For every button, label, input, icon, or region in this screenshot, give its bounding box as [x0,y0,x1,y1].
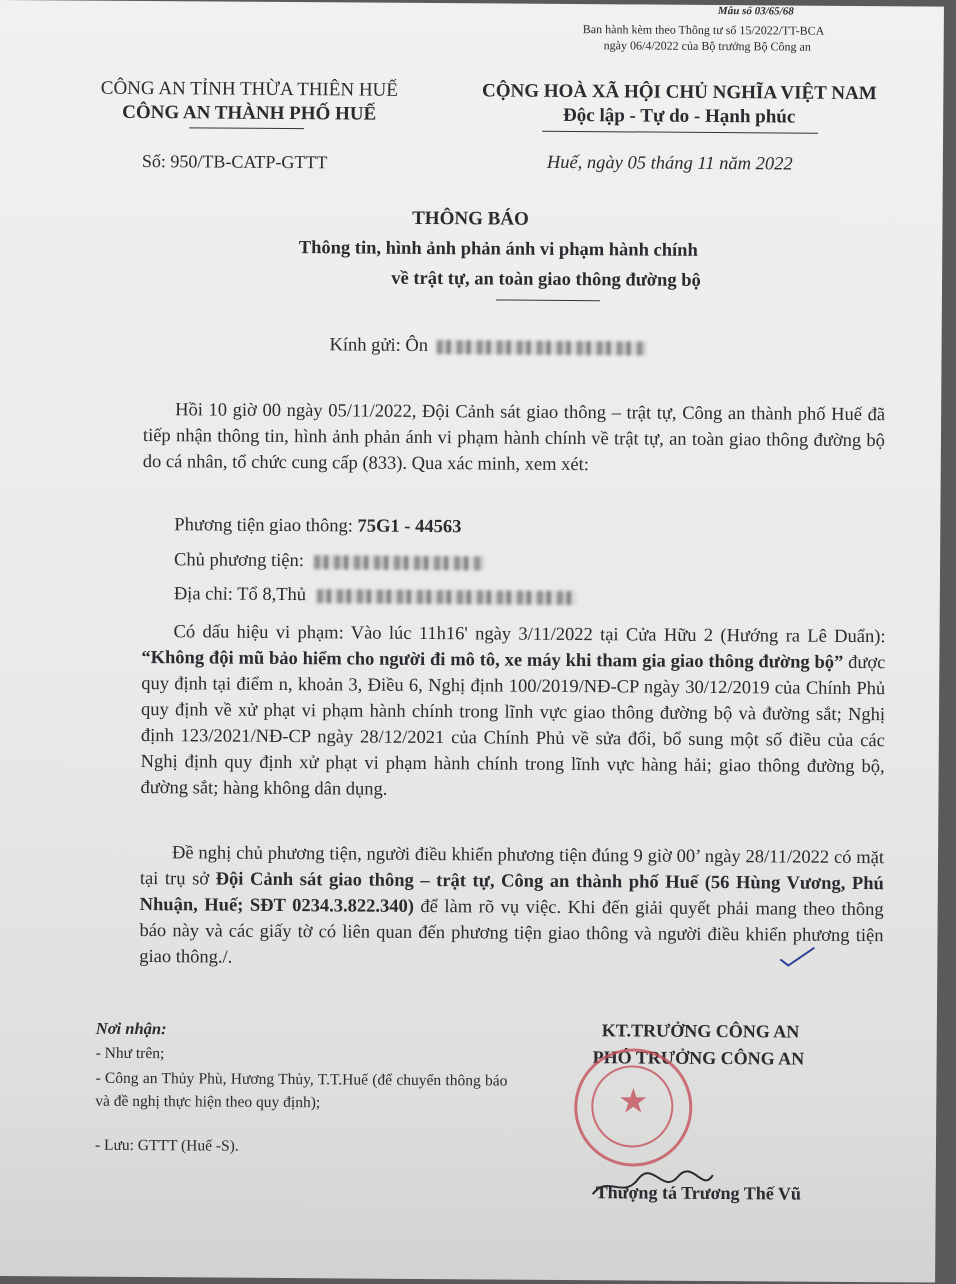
signer-title-1: KT.TRƯỞNG CÔNG AN [601,1020,800,1042]
issue-date: Huế, ngày 05 tháng 11 năm 2022 [546,152,793,175]
address-line [174,581,577,610]
violation-paragraph [140,619,885,806]
pen-mark-icon [778,945,818,971]
national-motto: Độc lập - Tự do - Hạnh phúc [563,104,796,128]
vehicle-plate: 75G1 - 44563 [357,516,462,538]
agency-underline [189,127,304,129]
intro-paragraph: Hồi 10 giờ 00 ngày 05/11/2022, Đội Cảnh sát giao thông – trật tự, Công an thành phố Huế đã tiếp nhận thông tin, hình ảnh phản ánh vi phạm hành chính về trật tự, an toàn giao thông đường bộ do cá nhân, tổ chức cung cấp (833). Qua xác minh, xem xét: [142,400,886,476]
request-instructions: để làm rõ vụ việc. Khi đến giải quyết phải mang theo thông báo này và các giấy tờ có liên quan đến phương tiện giao thông và người điều khiển phương tiện giao thông./. [139,896,884,968]
violation-legal-basis: được quy định tại điểm n, khoản 3, Điều 6, Nghị định 100/2019/NĐ-CP ngày 30/12/2019 của Chính Phủ quy định về xử phạt vi phạm hành chính trong lĩnh vực giao thông đường bộ và đường sắt; Nghị định 123/2021/NĐ-CP ngày 28/12/2021 của Chính Phủ về sửa đổi, bổ sung một số điều của các Nghị định quy định xử phạt vi phạm hành chính trong lĩnh vực hàng hải; giao thông đường bộ, đường sắt; hàng không dân dụng. [140,652,886,800]
vehicle-label: Phương tiện giao thông: [174,515,358,537]
redacted-owner [314,555,484,570]
signer-name: Thượng tá Trương Thế Vũ [595,1182,802,1204]
recipient-item-3: - Lưu: GTTT (Huế -S). [94,1136,239,1155]
vehicle-line [174,512,461,540]
recipient-line [330,332,647,360]
recipient-label: Kính gửi: Ôn [329,335,429,356]
signer-title-2: PHÓ TRƯỞNG CÔNG AN [592,1047,805,1069]
request-paragraph [139,840,884,975]
recipient-item-2: - Công an Thủy Phù, Hương Thủy, T.T.Huế (để chuyển thông báo và đề nghị thực hiện theo quy định); [95,1069,508,1112]
title-underline [496,299,600,301]
agency-name: CÔNG AN THÀNH PHỐ HUẾ [122,101,377,125]
owner-label: Chủ phương tiện: [174,550,304,572]
form-note-line1: Ban hành kèm theo Thông tư số 15/2022/TT-BCA [582,22,825,38]
document-subtitle-1: Thông tin, hình ảnh phản ánh vi phạm hành chính [298,238,698,261]
form-note-line2: ngày 06/4/2022 của Bộ trưởng Bộ Công an [603,38,811,54]
address-label: Địa chỉ: Tổ 8,Thủ [173,584,307,606]
agency-parent: CÔNG AN TỈNH THỪA THIÊN HUẾ [100,77,398,101]
document-subtitle-2: về trật tự, an toàn giao thông đường bộ [391,268,701,291]
owner-line [174,547,485,575]
recipient-item-1: - Như trên; [95,1044,165,1063]
nation-name: CỘNG HOÀ XÃ HỘI CHỦ NGHĨA VIỆT NAM [481,80,877,105]
violation-intro: Có dấu hiệu vi phạm: Vào lúc 11h16' ngày 3/11/2022 tại Cửa Hữu 2 (Hướng ra Lê Duẩn): [173,622,886,648]
recipients-heading: Nơi nhận: [95,1018,167,1039]
request-intro: Đề nghị chủ phương tiện, người điều khiển phương tiện đúng 9 giờ 00’ ngày 28/11/2022 có mặt tại trụ sở [139,843,885,890]
request-location: Đội Cảnh sát giao thông – trật tự, Công an thành phố Huế (56 Hùng Vương, Phú Nhuận, Huế; SĐT 0234.3.822.340) [139,869,884,917]
redacted-address [317,589,577,605]
official-seal-icon: ★ [574,1048,693,1167]
motto-underline [542,131,818,134]
document-title: THÔNG BÁO [412,207,529,230]
form-number: Mẫu số 03/65/68 [717,5,794,18]
redacted-name [437,340,647,355]
violation-description: “Không đội mũ bảo hiểm cho người đi mô tô, xe máy khi tham gia giao thông đường bộ” [141,648,844,673]
document-number: Số: 950/TB-CATP-GTTT [141,150,328,173]
